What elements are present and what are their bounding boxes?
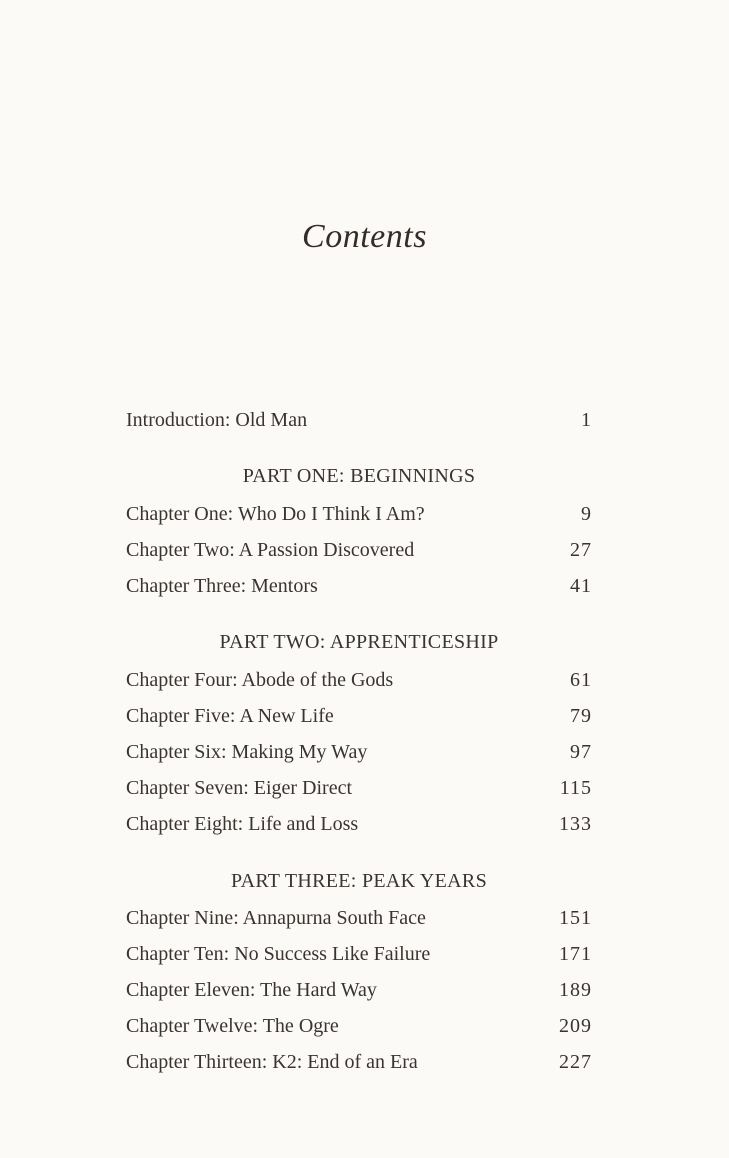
toc-entry-label: Introduction: Old Man — [126, 409, 308, 431]
toc-entry-label: Chapter Four: Abode of the Gods — [126, 669, 394, 691]
toc-page-number: 189 — [559, 979, 592, 1001]
toc-entry-label: Chapter One: Who Do I Think I Am? — [126, 503, 425, 525]
toc-entry — [126, 571, 592, 601]
toc-page-number: 227 — [559, 1051, 592, 1073]
toc-page-number: 209 — [559, 1015, 592, 1037]
toc-entry — [126, 975, 592, 1005]
part-heading-one: PART ONE: BEGINNINGS — [242, 465, 476, 487]
toc-entry-label: Chapter Eleven: The Hard Way — [126, 979, 377, 1001]
toc-entry — [126, 809, 592, 839]
toc-page-number: 61 — [570, 669, 592, 691]
part-heading-two: PART TWO: APPRENTICESHIP — [219, 631, 499, 653]
page-title: Contents — [302, 218, 427, 255]
toc-entry — [126, 1011, 592, 1041]
toc-entry — [126, 535, 592, 565]
toc-entry-label: Chapter Twelve: The Ogre — [126, 1015, 339, 1037]
toc-entry-label: Chapter Nine: Annapurna South Face — [126, 907, 426, 929]
toc-page-number: 41 — [570, 575, 592, 597]
toc-entry — [126, 701, 592, 731]
toc-page-number: 79 — [570, 705, 592, 727]
toc-entry-label: Chapter Two: A Passion Discovered — [126, 539, 415, 561]
toc-page-number: 9 — [581, 503, 592, 525]
toc-entry-label: Chapter Thirteen: K2: End of an Era — [126, 1051, 418, 1073]
toc-entry — [126, 665, 592, 695]
toc-page-number: 133 — [559, 813, 592, 835]
toc-page-number: 1 — [581, 409, 592, 431]
toc-entry-label: Chapter Six: Making My Way — [126, 741, 368, 763]
toc-entry — [126, 903, 592, 933]
toc-entry-label: Chapter Ten: No Success Like Failure — [126, 943, 431, 965]
toc-entry — [126, 939, 592, 969]
part-heading-three: PART THREE: PEAK YEARS — [230, 870, 487, 892]
toc-page-number: 97 — [570, 741, 592, 763]
toc-entry-label: Chapter Seven: Eiger Direct — [126, 777, 353, 799]
toc-page-number: 27 — [570, 539, 592, 561]
toc-entry — [126, 773, 592, 803]
toc-entry-label: Chapter Eight: Life and Loss — [126, 813, 359, 835]
toc-page-number: 171 — [559, 943, 592, 965]
toc-page-number: 151 — [559, 907, 592, 929]
toc-entry — [126, 1047, 592, 1077]
toc-entry-label: Chapter Three: Mentors — [126, 575, 318, 597]
toc-entry-label: Chapter Five: A New Life — [126, 705, 334, 727]
toc-entry — [126, 737, 592, 767]
toc-entry — [126, 499, 592, 529]
toc-page-number: 115 — [559, 777, 592, 799]
toc-entry-introduction — [126, 405, 592, 435]
